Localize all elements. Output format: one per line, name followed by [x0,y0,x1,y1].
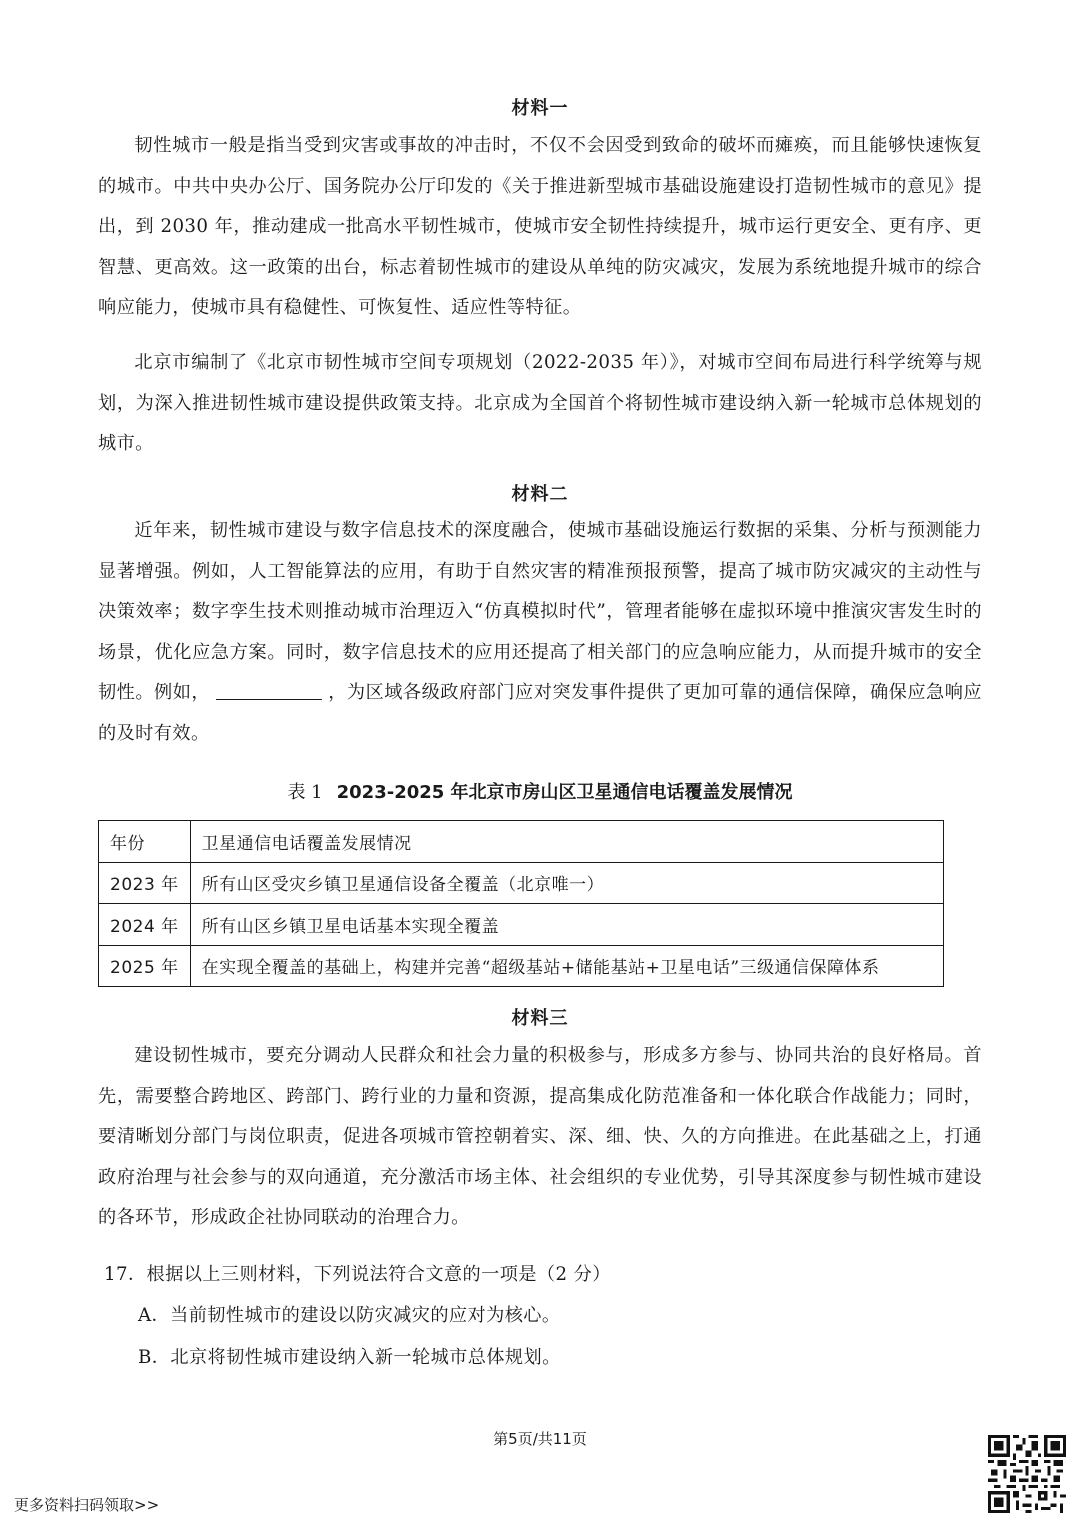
qr-code-icon[interactable] [988,1435,1066,1513]
table-row [99,862,944,904]
page-number: 第5页/共11页 [493,1430,587,1448]
table-1-number: 表 1 [287,782,323,803]
material-3-heading: 材料三 [511,1008,569,1029]
question-17-option-a: A．当前韧性城市的建设以防灾减灾的应对为核心。 [138,1305,561,1326]
material-2-paragraph [98,511,982,755]
table-row [99,945,944,987]
table-cell-coverage: 在实现全覆盖的基础上，构建并完善“超级基站+储能基站+卫星电话”三级通信保障体系 [190,945,943,987]
material-3-paragraph: 建设韧性城市，要充分调动人民群众和社会力量的积极参与，形成多方参与、协同共治的良好格局。首先，需要整合跨地区、跨部门、跨行业的力量和资源，提高集成化防范准备和一体化联合作战能力；同时，要清晰划分部门与岗位职责，促进各项城市管控朝着实、深、细、快、久的方向推进。在此基础之上，打通政府治理与社会参与的双向通道，充分激活市场主体、社会组织的专业优势，引导其深度参与韧性城市建设的各环节，形成政企社协同联动的治理合力。 [98,1045,982,1229]
table-cell-year: 2025 年 [99,945,191,987]
satellite-coverage-table [98,820,944,987]
table-row [99,904,944,946]
table-header-coverage: 卫星通信电话覆盖发展情况 [190,821,943,863]
material-2-heading: 材料二 [511,484,569,505]
material-1-paragraph-2: 北京市编制了《北京市韧性城市空间专项规划（2022-2035 年）》，对城市空间布局进行科学统筹与规划，为深入推进韧性城市建设提供政策支持。北京成为全国首个将韧性城市建设纳入新一轮城市总体规划的城市。 [98,352,982,455]
table-1-caption [0,778,1080,804]
material-2-text-after-blank: ，为区域各级政府部门应对突发事件提供了更加可靠的通信保障，确保应急响应的及时有效。 [98,682,982,744]
table-1-title: 2023-2025 年北京市房山区卫星通信电话覆盖发展情况 [336,782,793,803]
table-cell-year: 2024 年 [99,904,191,946]
material-1-paragraph-1: 韧性城市一般是指当受到灾害或事故的冲击时，不仅不会因受到致命的破坏而瘫痪，而且能够快速恢复的城市。中共中央办公厅、国务院办公厅印发的《关于推进新型城市基础设施建设打造韧性城市的意见》提出，到 2030 年，推动建成一批高水平韧性城市，使城市安全韧性持续提升，城市运行更安全、更有序、更智慧、更高效。这一政策的出台，标志着韧性城市的建设从单纯的防灾减灾，发展为系统地提升城市的综合响应能力，使城市具有稳健性、可恢复性、适应性等特征。 [98,135,982,319]
table-cell-year: 2023 年 [99,862,191,904]
material-2-text-before-blank: 近年来，韧性城市建设与数字信息技术的深度融合，使城市基础设施运行数据的采集、分析与预测能力显著增强。例如，人工智能算法的应用，有助于自然灾害的精准预报预警，提高了城市防灾减灾的主动性与决策效率；数字孪生技术则推动城市治理迈入“仿真模拟时代”，管理者能够在虚拟环境中推演灾害发生时的场景，优化应急方案。同时，数字信息技术的应用还提高了相关部门的应急响应能力，从而提升城市的安全韧性。例如， [98,520,982,704]
table-header-row [99,821,944,863]
question-17-option-b: B．北京将韧性城市建设纳入新一轮城市总体规划。 [138,1347,561,1368]
material-1-heading: 材料一 [511,98,569,119]
table-header-year: 年份 [99,821,191,863]
fill-in-blank [216,679,322,700]
table-cell-coverage: 所有山区受灾乡镇卫星通信设备全覆盖（北京唯一） [190,862,943,904]
more-resources-link[interactable]: 更多资料扫码领取>> [14,1496,160,1514]
question-17-stem: 17．根据以上三则材料，下列说法符合文意的一项是（2 分） [104,1264,611,1285]
table-cell-coverage: 所有山区乡镇卫星电话基本实现全覆盖 [190,904,943,946]
